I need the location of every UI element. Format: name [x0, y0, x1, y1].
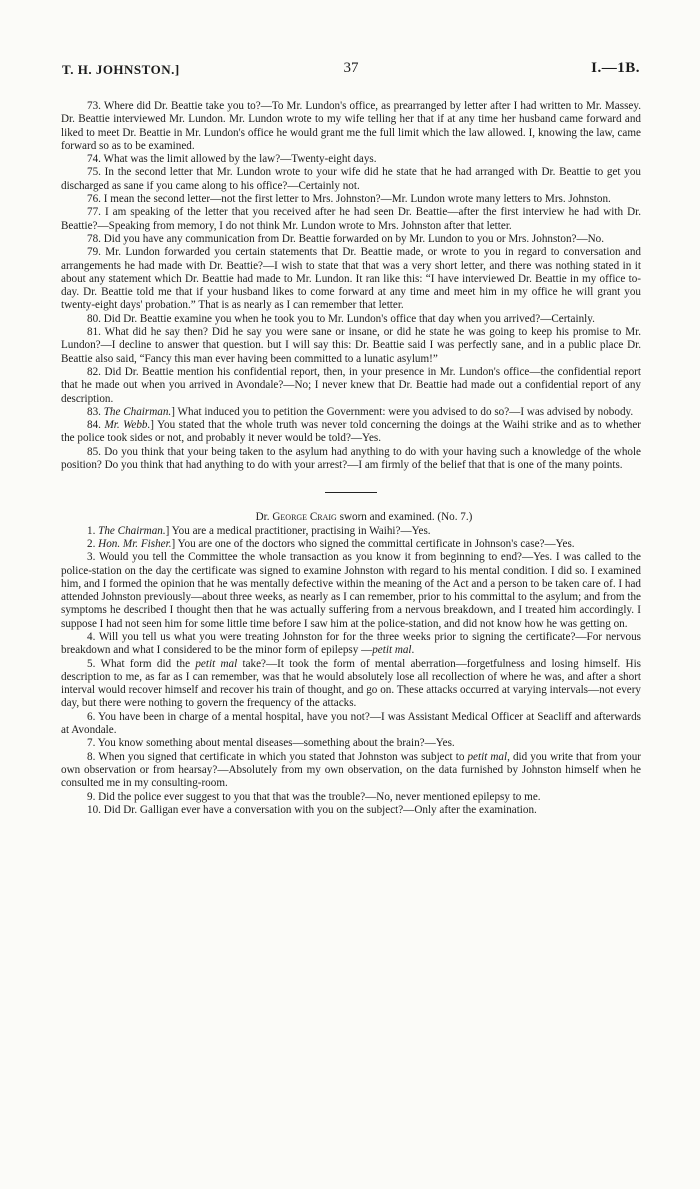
paragraph-79: 79. Mr. Lundon forwarded you certain statements that Dr. Beattie made, or wrote to you in regard to conversation and arrangements he had made with Dr. Beattie?—I wish to state that that was a very short letter, and there was nothing stated in it about any statement which Dr. Beattie had made to Mr. Lundon. It ran like this: “I have interviewed Dr. Beattie in my office to-day. Dr. Beattie told me that if your husband likes to come forward at any time and meet him in my office he will grant you twenty-eight days' probation.” That is as nearly as I can remember that letter.	[61, 246, 641, 312]
paragraph-text: , did you write that from your own observation or from hearsay?—Absolutely from my own observation, on the data furnished by Johnston himself when he consulted me in my consulting-room.	[61, 750, 641, 790]
question-5	[61, 658, 641, 711]
paragraph-83	[61, 406, 641, 419]
paragraph-75: 75. In the second letter that Mr. Lundon wrote to your wife did he state that he had arranged with Dr. Beattie to get you discharged as sane if you came along to his office?—Certainly not.	[61, 166, 641, 192]
italic-term: petit mal	[195, 657, 238, 670]
page-header	[62, 62, 640, 80]
speaker-name: The Chairman.	[103, 405, 172, 418]
italic-term: petit mal	[372, 644, 412, 657]
question-number: 84.	[87, 419, 101, 432]
witness-name: George Craig	[272, 511, 337, 524]
witness-title: Dr.	[255, 511, 270, 524]
section-divider	[325, 492, 377, 493]
paragraph-text: take?—It took the form of mental aberration—forgetfulness and losing himself. His description to me, as far as I can remember, was that he would absolutely lose all recollection of where he was, and after a short interval would recover himself and recover his train of thought, and go on. These attacks occurred at varying intervals—not every day, but there were nothing to govern the frequency of the attacks.	[61, 657, 641, 710]
question-number: 83.	[87, 405, 101, 418]
paragraph-text: ] You are one of the doctors who signed the committal certificate in Johnson's case?—Yes.	[171, 537, 575, 550]
paragraph-73: 73. Where did Dr. Beattie take you to?—To Mr. Lundon's office, as prearranged by letter after I had written to Mr. Massey. Dr. Beattie interviewed Mr. Lundon. Mr. Lundon wrote to my wife telling her that if at any time her husband came forward and liked to meet Dr. Beattie in Mr. Lundon's office he would grant me the full limit which the law allowed. I, knowing the law, came forward so as to be examined.	[61, 100, 641, 152]
paragraph-81: 81. What did he say then? Did he say you were sane or insane, or did he state he was going to keep his promise to Mr. Lundon?—I decline to answer that question. but I will say this: Dr. Beattie said I was perfectly sane, and in a public place Dr. Beattie also said, “Fancy this man ever having been committed to a lunatic asylum!”	[61, 326, 641, 365]
speaker-name: Hon. Mr. Fisher.	[98, 537, 172, 550]
document-reference: I.—1B.	[591, 60, 640, 76]
paragraph-text: ] You stated that the whole truth was never told concerning the doings at the Waihi strike and as to whether the police took sides or not, and probably it never would be told?—Yes.	[61, 419, 641, 445]
paragraph-text: ] You are a medical practitioner, practising in Waihi?—Yes.	[165, 524, 431, 537]
paragraph-77: 77. I am speaking of the letter that you received after he had seen Dr. Beattie—after the first interview he had with Dr. Beattie?—Speaking from memory, I do not think Mr. Lundon wrote to Mrs. Johnston after that letter.	[61, 206, 641, 232]
paragraph-text: ] What induced you to petition the Government: were you advised to do so?—I was advised by nobody.	[171, 405, 634, 418]
question-9: 9. Did the police ever suggest to you that that was the trouble?—No, never mentioned epilepsy to me.	[87, 790, 541, 803]
speaker-name: Mr. Webb.	[104, 419, 151, 432]
paragraph-text: 4. Will you tell us what you were treating Johnston for for the three weeks prior to signing the certificate?—For nervous breakdown and what I considered to be the minor form of epilepsy —	[61, 630, 641, 657]
question-8	[61, 751, 641, 791]
italic-term: petit mal	[467, 750, 508, 763]
paragraph-text: 5. What form did the	[87, 657, 196, 670]
paragraph-74: 74. What was the limit allowed by the law?—Twenty-eight days.	[87, 153, 377, 166]
question-4	[61, 631, 641, 658]
paragraph-84	[61, 419, 641, 446]
question-number: 1.	[87, 524, 96, 537]
paragraph-85: 85. Do you think that your being taken to the asylum had anything to do with your having such a knowledge of the whole position? Do you think that had anything to do with your arrest?—I am firmly of the belief that that is one of the many points.	[61, 445, 641, 472]
paragraph-78: 78. Did you have any communication from Dr. Beattie forwarded on by Mr. Lundon to you or Mrs. Johnston?—No.	[87, 232, 605, 245]
page-number: 37	[343, 60, 359, 76]
question-1	[61, 525, 641, 538]
paragraph-80: 80. Did Dr. Beattie examine you when he took you to Mr. Lundon's office that day when you arrived?—Certainly.	[87, 312, 595, 325]
paragraph-82: 82. Did Dr. Beattie mention his confidential report, then, in your presence in Mr. Lundon's office—the confidential report that he made out when you arrived in Avondale?—No; I never knew that Dr. Beattie had made out a confidential report of any description.	[61, 365, 641, 405]
question-number: 2.	[87, 537, 96, 550]
question-6: 6. You have been in charge of a mental hospital, have you not?—I was Assistant Medical Officer at Seacliff and afterwards at Avondale.	[61, 710, 641, 737]
witness-status: sworn and examined. (No. 7.)	[339, 511, 473, 524]
paragraph-text: 8. When you signed that certificate in which you stated that Johnston was subject to	[87, 750, 468, 763]
running-head-left: T. H. JOHNSTON.]	[62, 62, 180, 77]
paragraph-76: 76. I mean the second letter—not the first letter to Mrs. Johnston?—Mr. Lundon wrote many letters to Mrs. Johnston.	[87, 193, 611, 206]
witness-heading	[61, 511, 641, 524]
question-3: 3. Would you tell the Committee the whole transaction as you know it from beginning to end?—Yes. I was called to the police-station on the day the certificate was signed to examine Johnston with regard to his mental condition. I did so. I examined him, and I formed the opinion that he was mentally defective within the meaning of the Act and a person to be taken care of. I had attended Johnston previously—about three weeks, as nearly as I can remember, prior to his committal to the asylum; and from the symptoms he described I thought then that he was actually suffering from a nervous breakdown, and I treated him accordingly. I suppose I had not seen him for some little time before I saw him at the police-station, and did not know how he was getting on.	[61, 551, 641, 630]
question-7: 7. You know something about mental diseases—something about the brain?—Yes.	[87, 737, 455, 750]
speaker-name: The Chairman.	[98, 524, 166, 537]
question-10: 10. Did Dr. Galligan ever have a conversation with you on the subject?—Only after the examination.	[87, 803, 537, 816]
question-2	[61, 538, 641, 551]
paragraph-text: .	[411, 644, 415, 657]
body-text	[61, 100, 641, 817]
